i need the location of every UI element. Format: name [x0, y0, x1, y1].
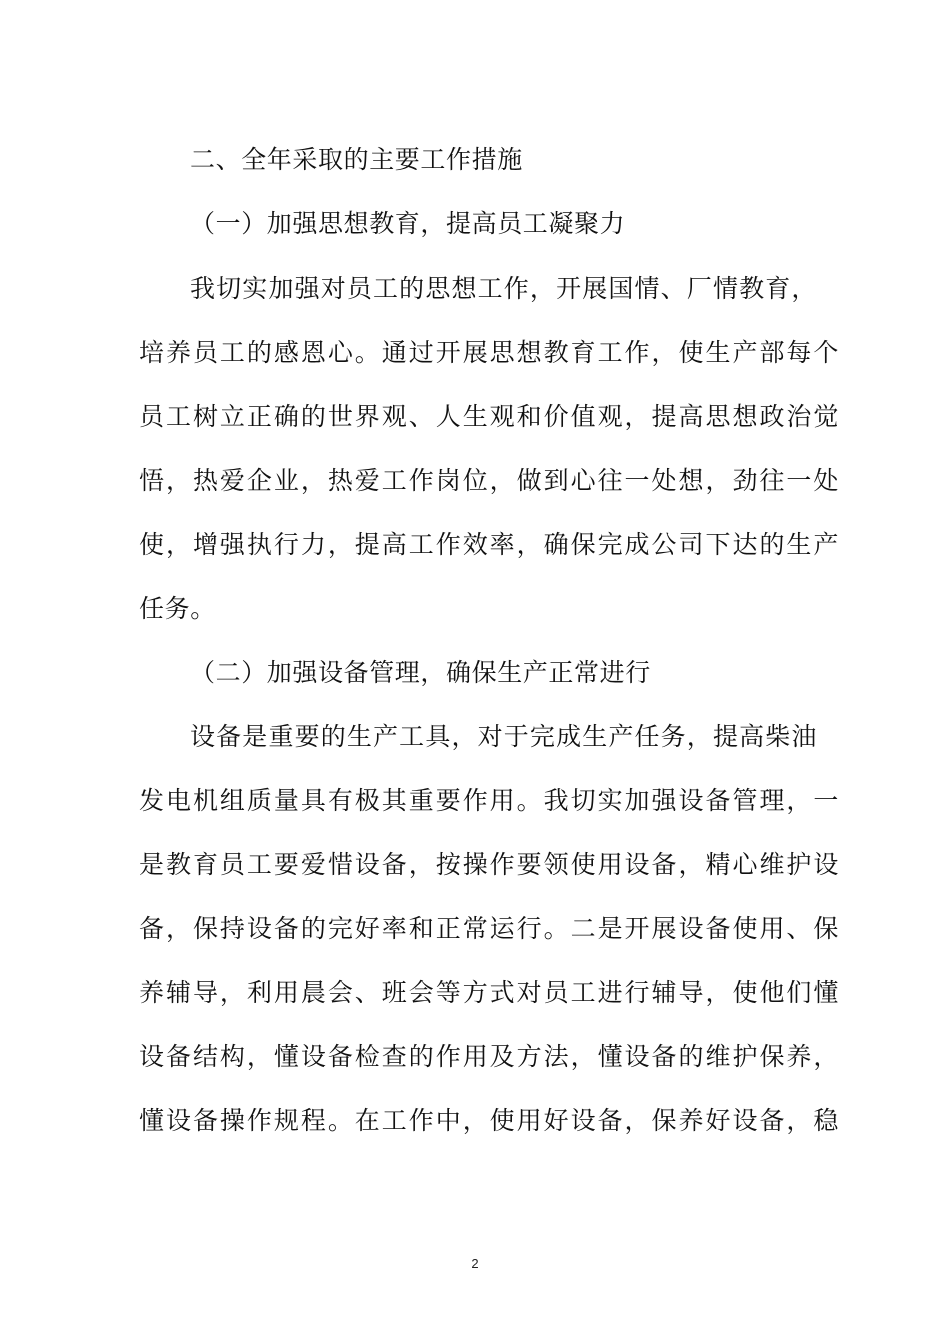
subsection-heading-2: （二）加强设备管理，确保生产正常进行 — [190, 658, 651, 687]
subsection-heading-1: （一）加强思想教育，提高员工凝聚力 — [190, 209, 626, 238]
paragraph-2-line-6: 设备结构，懂设备检查的作用及方法，懂设备的维护保养， — [139, 1042, 839, 1071]
paragraph-2-line-2: 发电机组质量具有极其重要作用。我切实加强设备管理，一 — [139, 786, 839, 815]
paragraph-1-line-2: 培养员工的感恩心。通过开展思想教育工作，使生产部每个 — [139, 338, 839, 367]
paragraph-2-line-7: 懂设备操作规程。在工作中，使用好设备，保养好设备，稳 — [139, 1106, 839, 1135]
paragraph-1-line-3: 员工树立正确的世界观、人生观和价值观，提高思想政治觉 — [139, 402, 839, 431]
paragraph-1-line-4: 悟，热爱企业，热爱工作岗位，做到心往一处想，劲往一处 — [139, 466, 839, 495]
paragraph-2-line-3: 是教育员工要爱惜设备，按操作要领使用设备，精心维护设 — [139, 850, 839, 879]
paragraph-1-line-5: 使，增强执行力，提高工作效率，确保完成公司下达的生产 — [139, 530, 839, 559]
paragraph-2-line-5: 养辅导，利用晨会、班会等方式对员工进行辅导，使他们懂 — [139, 978, 839, 1007]
paragraph-1-line-1: 我切实加强对员工的思想工作，开展国情、厂情教育， — [190, 274, 817, 303]
paragraph-2-line-4: 备，保持设备的完好率和正常运行。二是开展设备使用、保 — [139, 914, 839, 943]
paragraph-2-line-1: 设备是重要的生产工具，对于完成生产任务，提高柴油 — [190, 722, 817, 751]
section-heading: 二、全年采取的主要工作措施 — [190, 145, 523, 174]
paragraph-1-line-6: 任务。 — [139, 594, 216, 623]
page-number: 2 — [471, 1256, 479, 1271]
